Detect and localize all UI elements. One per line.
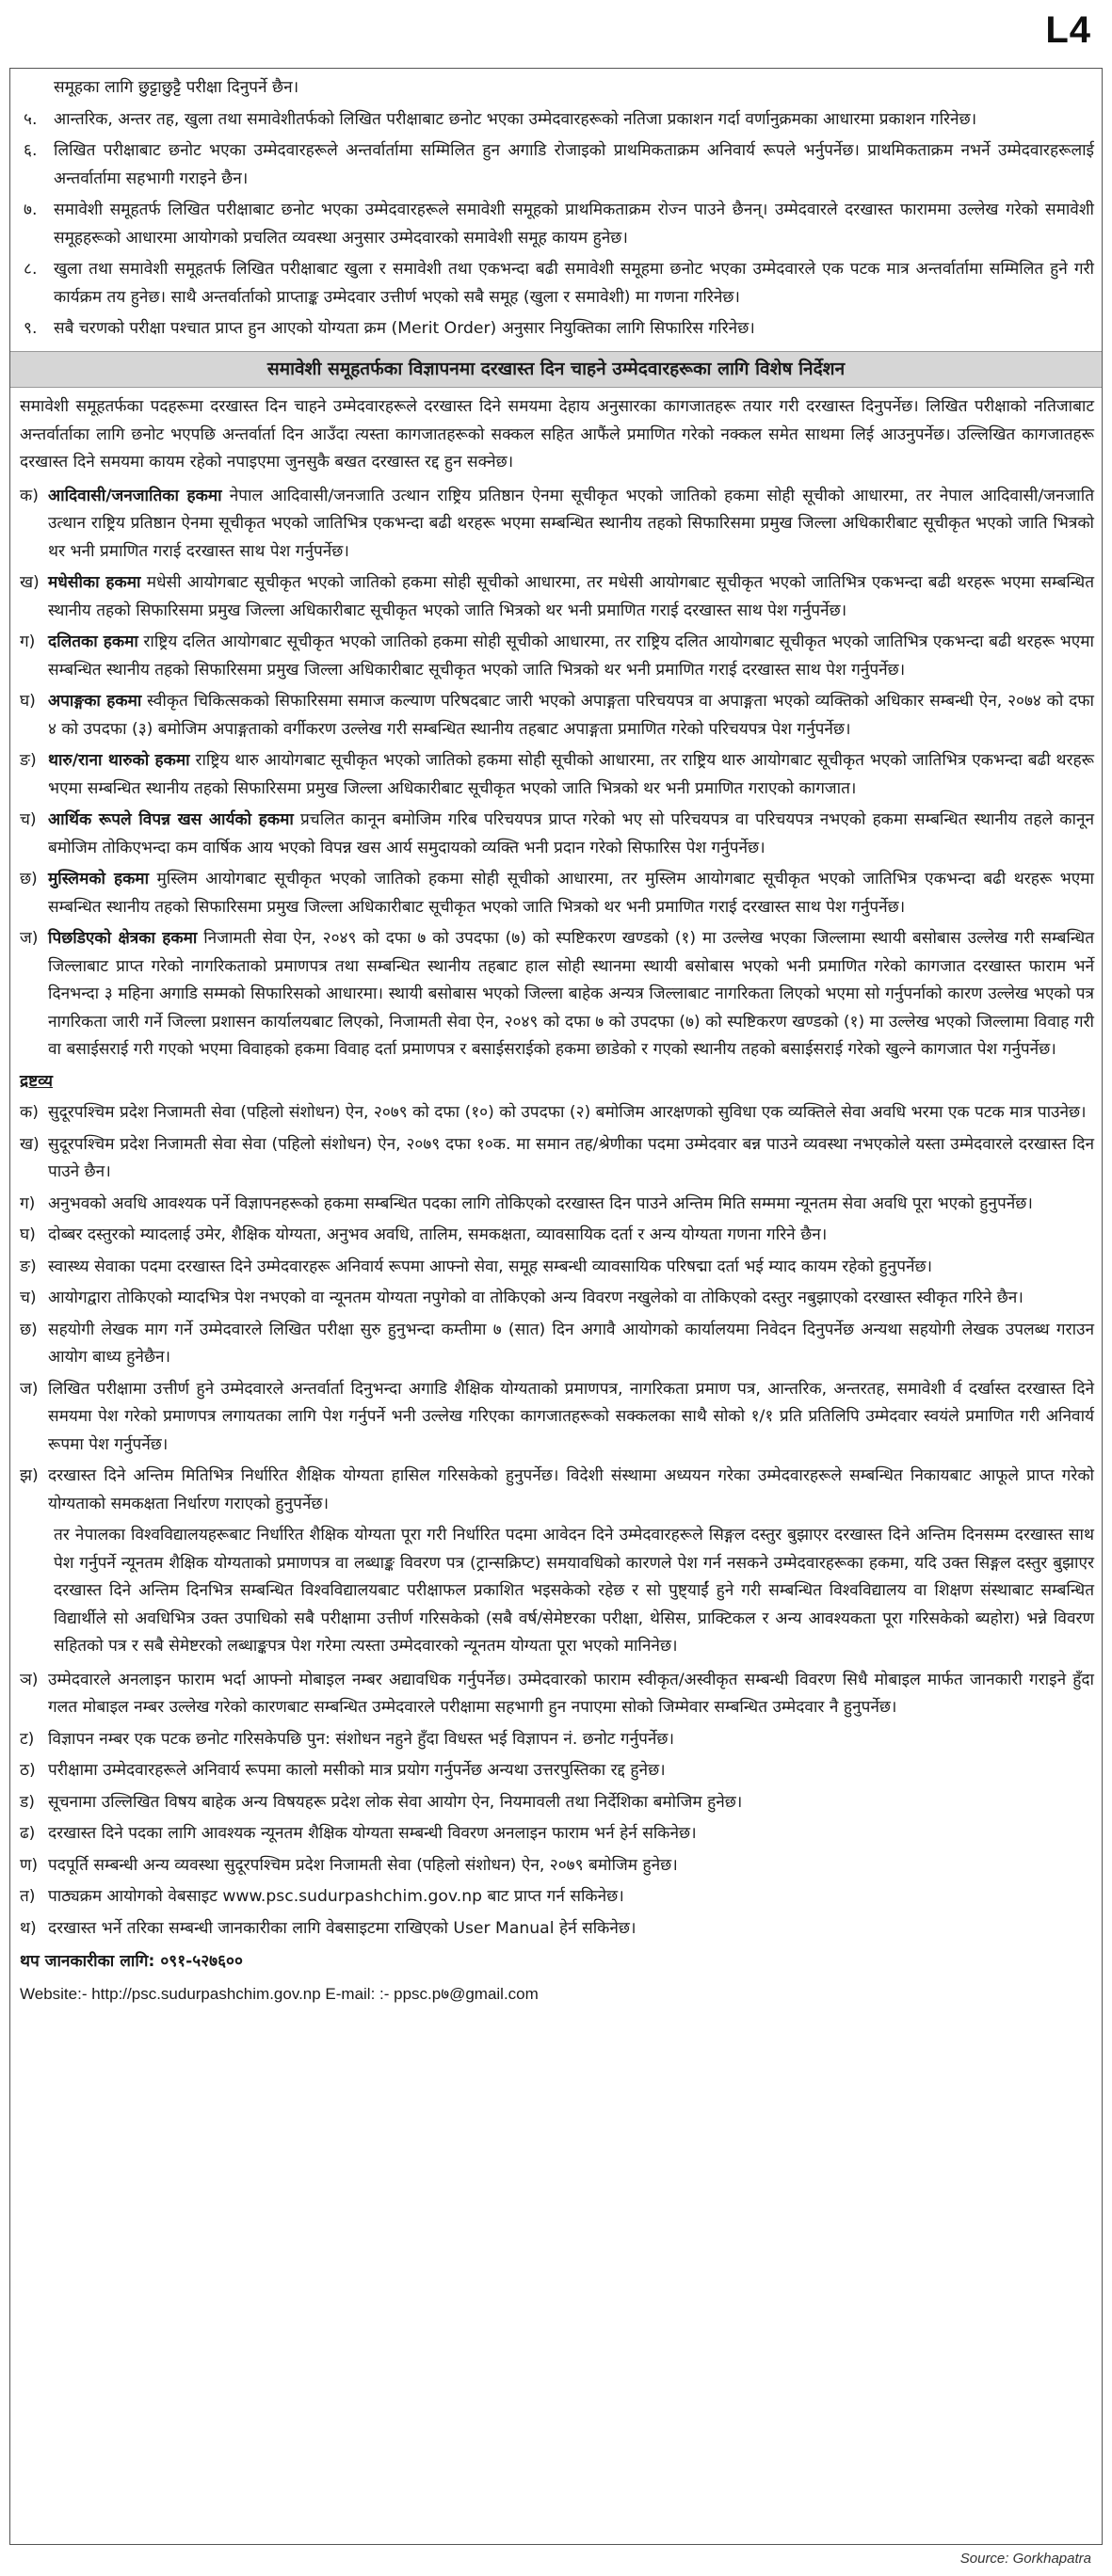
item-number: झ) [20,1466,39,1485]
list-item [20,688,1094,744]
item-number: ७. [24,200,38,219]
item-title: अपाङ्गका हकमा [48,692,142,711]
item-text: सुदूरपश्चिम प्रदेश निजामती सेवा (पहिलो संशोधन) ऐन, २०७९ को दफा (१०) को उपदफा (२) बमोजिम आरक्षणको सुविधा एक व्यक्तिले सेवा अवधि भरमा एक पटक मात्र पाउनेछ। [48,1103,1087,1122]
item-number: ६. [24,141,38,160]
intro-paragraph: समावेशी समूहतर्फका पदहरूमा दरखास्त दिन चाहने उम्मेदवारहरूले दरखास्त दिने समयमा देहाय अनुसारका कागजातहरू तयार गरी दरखास्त दिनुपर्नेछ। लिखित परीक्षाको नतिजाबाट अन्तर्वार्ताका लागि छनोट भएपछि अन्तर्वार्ता दिन आउँदा त्यस्ता कागजातहरूको सक्कल सहित आफैंले प्रमाणित गरेको नक्कल समेत साथमा लिई आउनुपर्नेछ। उल्लिखित कागजातहरू दरखास्त दिने समयमा कायम रहेको नपाइएमा जुनसुकै बखत दरखास्त रद्द हुन सक्नेछ। [20,397,1094,472]
website-email-line[interactable]: Website:- http://psc.sudurpashchim.gov.np E-mail: :- ppsc.p७@gmail.com [20,1984,539,2003]
item-number: ञ) [20,1670,39,1689]
section-banner: समावेशी समूहतर्फका विज्ञापनमा दरखास्त दिन चाहने उम्मेदवारहरूका लागि विशेष निर्देशन [10,351,1102,389]
item-text: परीक्षामा उम्मेदवारहरूले अनिवार्य रूपमा कालो मसीको मात्र प्रयोग गर्नुपर्नेछ अन्यथा उत्तरपुस्तिका रद्द हुनेछ। [48,1761,666,1780]
list-item [20,1191,1094,1219]
item-number: ड) [20,1792,35,1812]
source-credit: Source: Gorkhapatra [959,2551,1091,2567]
list-item [20,315,1094,344]
notes-more-list [20,1667,1094,1944]
item-number: ङ) [20,751,37,770]
list-item [20,1376,1094,1460]
item-title: दलितका हकमा [48,632,138,651]
item-number: ५. [24,109,38,129]
item-number: ट) [20,1729,35,1749]
item-number: क) [20,486,39,505]
list-item [20,1820,1094,1848]
item-number: छ) [20,870,38,888]
list-item [20,106,1094,135]
notes-continuation-paragraph: तर नेपालका विश्वविद्यालयहरूबाट निर्धारित शैक्षिक योग्यता पूरा गरी निर्धारित पदमा आवेदन दिने उम्मेदवारहरूले सिङ्गल दस्तुर बुझाएर दरखास्त दिने अन्तिम दिनसम्म दरखास्त साथ पेश गर्नुपर्ने न्यूनतम शैक्षिक योग्यताको प्रमाणपत्र वा लब्धाङ्क विवरण पत्र (ट्रान्सक्रिप्ट) समयावधिको कारणले पेश गर्न नसकने उम्मेदवारहरूका हकमा, यदि उक्त सिङ्गल दस्तुर बुझाएर दरखास्त दिने अन्तिम दिनभित्र सम्बन्धित विश्वविद्यालयबाट परीक्षाफल प्रकाशित भइसकेको रहेछ र सो पुष्ट्याईं हुने गरी सम्बन्धित विश्वविद्यालय वा शिक्षण संस्थाबाट सम्बन्धित विद्यार्थीले सो अवधिभित्र उक्त उपाधिको सबै परीक्षामा उत्तीर्ण गरिसकेको (सबै वर्ष/सेमेष्टरका परीक्षा, थेसिस, प्राक्टिकल र अन्य आवश्यकता पूरा गरिसकेको ब्यहोरा) भन्ने विवरण सहितको पत्र र सबै सेमेष्टरको लब्धाङ्कपत्र पेश गरेमा त्यस्ता उम्मेदवारको न्यूनतम योग्यता पूरा भएको मानिनेछ। [54,1526,1094,1656]
item-text: आन्तरिक, अन्तर तह, खुला तथा समावेशीतर्फको लिखित परीक्षाबाट छनोट भएका उम्मेदवारहरूको नतिजा प्रकाशन गर्दा वर्णानुक्रमका आधारमा प्रकाशन गरिनेछ। [54,109,977,129]
item-text: मुस्लिम आयोगबाट सूचीकृत भएको जातिको हकमा सोही सूचीको आधारमा, तर मुस्लिम आयोगबाट सूचीकृत भएको जातिभित्र एकभन्दा बढी थरहरू भएमा सम्बन्धित स्थानीय तहको सिफारिसमा प्रमुख जिल्ला अधिकारीबाट सूचीकृत भएको जाति भित्रको थर भनी प्रमाणित गराई दरखास्त साथ पेश गर्नुपर्नेछ। [48,870,1094,917]
special-items-list [20,483,1094,1064]
item-text: लिखित परीक्षामा उत्तीर्ण हुने उम्मेदवारले अन्तर्वार्ता दिनुभन्दा अगाडि शैक्षिक योग्यताको प्रमाणपत्र, नागरिकता प्रमाण पत्र, आन्तरिक, अन्तरतह, समावेशी र्व दर्खास्त दरखास्त दिने समयमा पेश गरेको प्रमाणपत्र लगायतका लागि पेश गर्नुपर्ने भनी उल्लेख गरिएका कागजातहरूको सक्कलका साथै सोको १/१ प्रति प्रतिलिपि उम्मेदवार स्वयंले प्रमाणित गरी अनिवार्य रूपमा पेश गर्नुपर्नेछ। [48,1379,1094,1454]
list-item [20,1852,1094,1880]
list-item [20,807,1094,862]
item-number: त) [20,1887,36,1906]
item-text: सबै चरणको परीक्षा पश्चात प्राप्त हुन आएको योग्यता क्रम (Merit Order) अनुसार नियुक्तिका लागि सिफारिस गरिनेछ। [54,319,755,338]
list-item: समूहका लागि छुट्टाछुट्टै परीक्षा दिनुपर्ने छैन। [54,78,299,97]
item-title: थारु/राना थारुको हकमा [48,751,190,770]
item-number: छ) [20,1320,38,1339]
list-item [20,1757,1094,1785]
item-text: मधेसी आयोगबाट सूचीकृत भएको जातिको हकमा सोही सूचीको आधारमा, तर मधेसी आयोगबाट सूचीकृत भएको जातिभित्र एकभन्दा बढी थरहरू भएमा सम्बन्धित स्थानीय तहको सिफारिसमा प्रमुख जिल्ला अधिकारीबाट सूचीकृत भएको जाति भित्रको थर भनी प्रमाणित गराई दरखास्त साथ पेश गर्नुपर्नेछ। [48,573,1094,620]
item-text: सुदूरपश्चिम प्रदेश निजामती सेवा सेवा (पहिलो संशोधन) ऐन, २०७९ दफा १०क. मा समान तह/श्रेणीका पदमा उम्मेदवार बन्न पाउने व्यवस्था नभएकोले यस्ता उम्मेदवारले दरखास्त दिन पाउने छैन। [48,1134,1094,1181]
list-item [20,197,1094,252]
item-number: थ) [20,1918,37,1938]
list-item [20,1726,1094,1754]
item-text: लिखित परीक्षाबाट छनोट भएका उम्मेदवारहरूले अन्तर्वार्तामा सम्मिलित हुन अगाडि रोजाइको प्राथमिकताक्रम अनिवार्य रूपले भर्नुपर्नेछ। प्राथमिकताक्रम नभर्ने उम्मेदवारहरूलाई अन्तर्वार्तामा सहभागी गराइने छैन। [54,141,1094,188]
item-text: दरखास्त दिने पदका लागि आवश्यक न्यूनतम शैक्षिक योग्यता सम्बन्धी विवरण अनलाइन फाराम भर्न हेर्न सकिनेछ। [48,1824,697,1843]
item-text: सहयोगी लेखक माग गर्ने उम्मेदवारले लिखित परीक्षा सुरु हुनुभन्दा कम्तीमा ७ (सात) दिन अगावै आयोगको कार्यालयमा निवेदन दिनुपर्नेछ अन्यथा सहयोगी लेखक उपलब्ध गराउन आयोग बाध्य हुनेछैन। [48,1320,1094,1367]
item-text: स्वीकृत चिकित्सकको सिफारिसमा समाज कल्याण परिषदबाट जारी भएको अपाङ्गता परिचयपत्र वा अपाङ्गता भएको व्यक्तिको अधिकार सम्बन्धी ऐन, २०७४ को दफा ४ को उपदफा (३) बमोजिम अपाङ्गताको वर्गीकरण उल्लेख गरी सम्बन्धित स्थानीय तहबाट अपाङ्गता प्रमाणित गरेको परिचयपत्र पेश गर्नुपर्नेछ। [48,692,1094,739]
item-number: ठ) [20,1761,36,1780]
item-number: घ) [20,1225,36,1244]
item-title: मधेसीका हकमा [48,573,141,592]
item-text: स्वास्थ्य सेवाका पदमा दरखास्त दिने उम्मेदवारहरू अनिवार्य रूपमा आफ्नो सेवा, समूह सम्बन्धी व्यावसायिक परिषद्मा दर्ता भई म्याद कायम रहेको हुनुपर्नेछ। [48,1256,933,1276]
list-item [20,1463,1094,1518]
item-text: समावेशी समूहतर्फ लिखित परीक्षाबाट छनोट भएका उम्मेदवारहरूले समावेशी समूहको प्राथमिकताक्रम रोज्न पाउने छैनन्। उम्मेदवारले दरखास्त फाराममा उल्लेख गरेको समावेशी समूहहरूको आधारमा आयोगको प्रचलित व्यवस्था अनुसार उम्मेदवारको समावेशी समूह कायम हुनेछ। [54,200,1094,248]
list-item [20,866,1094,921]
item-number: ज) [20,1379,39,1399]
list-item [20,1222,1094,1250]
contact-info: थप जानकारीका लागि: ०९१-५२७६०० [20,1952,243,1971]
item-number: ढ) [20,1824,36,1843]
list-item [20,483,1094,567]
notes-list [20,1099,1094,1518]
item-text: नेपाल आदिवासी/जनजाति उत्थान राष्ट्रिय प्रतिष्ठान ऐनमा सूचीकृत भएको जातिको हकमा सोही सूचीको आधारमा, तर नेपाल आदिवासी/जनजाति उत्थान राष्ट्रिय प्रतिष्ठान ऐनमा सूचीकृत भएको जातिभित्र एकभन्दा बढी थरहरू भएमा सम्बन्धित स्थानीय तहको सिफारिसमा प्रमुख जिल्ला अधिकारीबाट सूचीकृत भएको जाति भित्रको थर भनी प्रमाणित गराई दरखास्त साथ पेश गर्नुपर्नेछ। [48,486,1095,561]
item-text: सूचनामा उल्लिखित विषय बाहेक अन्य विषयहरू प्रदेश लोक सेवा आयोग ऐन, नियमावली तथा निर्देशिका बमोजिम हुनेछ। [48,1792,743,1812]
item-title: आदिवासी/जनजातिका हकमा [48,486,222,505]
list-item [20,1254,1094,1282]
item-title: मुस्लिमको हकमा [48,870,150,888]
item-text: खुला तथा समावेशी समूहतर्फ लिखित परीक्षाबाट खुला र समावेशी तथा एकभन्दा बढी समावेशी समूहमा छनोट भएका उम्मेदवारले एक पटक मात्र अन्तर्वार्तामा सम्मिलित हुने गरी कार्यक्रम तय हुनेछ। साथै अन्तर्वार्ताको प्राप्ताङ्क उम्मेदवार उत्तीर्ण भएको सबै समूह (खुला र समावेशी) मा गणना गरिनेछ। [54,260,1094,307]
list-item [20,1883,1094,1912]
item-text: दरखास्त भर्ने तरिका सम्बन्धी जानकारीका लागि वेबसाइटमा राखिएको User Manual हेर्न सकिनेछ। [48,1918,637,1938]
item-text: प्रचलित कानून बमोजिम गरिब परिचयपत्र प्राप्त गरेको भए सो परिचयपत्र वा परिचयपत्र नभएको हकमा सम्बन्धित स्थानीय तहले कानून बमोजिम तोकिएभन्दा कम वार्षिक आय भएको विपन्न खस आर्य समुदायको व्यक्ति भनी प्रदान गरेको सिफारिस पेश गर्नुपर्नेछ। [48,810,1094,857]
item-number: ण) [20,1855,39,1875]
list-item [20,137,1094,193]
list-item [20,1915,1094,1944]
item-number: ख) [20,573,40,592]
item-text: निजामती सेवा ऐन, २०४९ को दफा ७ को उपदफा (७) को स्पष्टिकरण खण्डको (१) मा उल्लेख भएका जिल्लामा स्थायी बसोबास उल्लेख गरी सम्बन्धित जिल्लाबाट प्राप्त गरेको नागरिकताको प्रमाणपत्र तथा सम्बन्धित स्थानीय तहबाट हाल सोही स्थानमा स्थायी बसोबास भएको भनी प्रमाणित गरेको कागजात दरखास्त फाराम भर्ने दिनभन्दा ३ महिना अगाडि सम्मको सिफारिसको आधारमा। स्थायी बसोबास भएको जिल्ला बाहेक अन्यत्र जिल्लाबाट नागरिकता लिएको भएमा सो गर्नुपर्नाको कारण उल्लेख भएको पत्र नागरिकता जारी गर्ने जिल्ला प्रशासन कार्यालयबाट लिएको, निजामती सेवा ऐन, २०४९ को दफा ७ को उपदफा (७) को स्पष्टिकरण खण्डको (१) मा उल्लेख भएको जिल्लामा विवाह गरी वा बसाईसराई गरी गएको भएमा विवाहको हकमा विवाह दर्ता प्रमाणपत्र र बसाईसराईको हकमा छाडेको र गएको स्थानीय तहको बसाईसराई गरेको खुल्ने कागजात पेश गर्नुपर्नेछ। [48,929,1094,1059]
item-text: राष्ट्रिय थारु आयोगबाट सूचीकृत भएको जातिको हकमा सोही सूचीको आधारमा, तर राष्ट्रिय थारु आयोगबाट सूचीकृत भएको जातिभित्र एकभन्दा बढी थरहरू भएमा सम्बन्धित स्थानीय तहको सिफारिसमा प्रमुख जिल्ला अधिकारीबाट सूचीकृत भएको जाति भित्रको थर भनी प्रमाणित गराएको कागजात। [48,751,1094,798]
list-item [20,629,1094,684]
item-number: ङ) [20,1256,37,1276]
item-title: आर्थिक रूपले विपन्न खस आर्यको हकमा [48,810,294,829]
list-item [20,1131,1094,1187]
item-number: ८. [24,260,38,279]
item-text: दरखास्त दिने अन्तिम मितिभित्र निर्धारित शैक्षिक योग्यता हासिल गरिसकेको हुनुपर्नेछ। विदेशी संस्थामा अध्ययन गरेका उम्मेदवारहरूले सम्बन्धित निकायबाट आफूले प्राप्त गरेको योग्यताको समकक्षता निर्धारण गराएको हुनुपर्नेछ। [48,1466,1094,1513]
item-text: पाठ्यक्रम आयोगको वेबसाइट www.psc.sudurpashchim.gov.np बाट प्राप्त गर्न सकिनेछ। [48,1887,624,1906]
page-code-label: L4 [1045,9,1091,51]
item-number: ग) [20,632,36,651]
list-item [20,747,1094,803]
list-item [20,1285,1094,1313]
item-text: आयोगद्वारा तोकिएको म्यादभित्र पेश नभएको वा न्यूनतम योग्यता नपुगेको वा तोकिएको अन्य विवरण नखुलेको वा तोकिएको दस्तुर नबुझाएको दरखास्त स्वीकृत गरिने छैन। [48,1288,1023,1307]
item-text: दोब्बर दस्तुरको म्यादलाई उमेर, शैक्षिक योग्यता, अनुभव अवधि, तालिम, समकक्षता, व्यावसायिक दर्ता र अन्य योग्यता गणना गरिने छैन। [48,1225,828,1244]
notes-heading: द्रष्टव्य [20,1071,54,1091]
item-number: ज) [20,929,39,948]
item-number: ख) [20,1134,40,1154]
notice-box [9,68,1103,2545]
list-item [20,1667,1094,1722]
item-text: पदपूर्ति सम्बन्धी अन्य व्यवस्था सुदूरपश्चिम प्रदेश निजामती सेवा (पहिलो संशोधन) ऐन, २०७९ बमोजिम हुनेछ। [48,1855,678,1875]
item-title: पिछडिएको क्षेत्रका हकमा [48,929,198,948]
item-number: ९. [24,319,38,338]
item-text: विज्ञापन नम्बर एक पटक छनोट गरिसकेपछि पुन: संशोधन नहुने हुँदा विधस्त भई विज्ञापन नं. छनोट गर्नुपर्नेछ। [48,1729,674,1749]
item-number: च) [20,1288,37,1307]
item-text: राष्ट्रिय दलित आयोगबाट सूचीकृत भएको जातिको हकमा सोही सूचीको आधारमा, तर राष्ट्रिय दलित आयोगबाट सूचीकृत भएको जातिभित्र एकभन्दा बढी थरहरू भएमा सम्बन्धित स्थानीय तहको सिफारिसमा प्रमुख जिल्ला अधिकारीबाट सूचीकृत भएको जाति भित्रको थर भनी प्रमाणित गराई दरखास्त साथ पेश गर्नुपर्नेछ। [48,632,1094,680]
item-text: अनुभवको अवधि आवश्यक पर्ने विज्ञापनहरूको हकमा सम्बन्धित पदका लागि तोकिएको दरखास्त दिन पाउने अन्तिम मिति सम्ममा न्यूनतम सेवा अवधि पूरा भएको हुनुपर्नेछ। [48,1193,1033,1213]
item-text: उम्मेदवारले अनलाइन फाराम भर्दा आफ्नो मोबाइल नम्बर अद्यावधिक गर्नुपर्नेछ। उम्मेदवारको फाराम स्वीकृत/अस्वीकृत सम्बन्धी विवरण सिधै मोबाइल मार्फत जानकारी गराइने हुँदा गलत मोबाइल नम्बर उल्लेख गरेको कारणबाट सम्बन्धित उम्मेदवारले परीक्षामा सहभागी हुन नपाएमा सोको जिम्मेवार सम्बन्धित उम्मेदवार नै हुनुपर्नेछ। [48,1670,1094,1717]
list-item [20,569,1094,625]
item-number: घ) [20,692,36,711]
item-number: क) [20,1103,39,1122]
item-number: ग) [20,1193,36,1213]
list-item [20,925,1094,1064]
list-item [20,256,1094,312]
list-item [20,1317,1094,1372]
list-item [20,1099,1094,1128]
list-item [20,1789,1094,1817]
item-number: च) [20,810,37,829]
top-items-list [20,74,1094,344]
